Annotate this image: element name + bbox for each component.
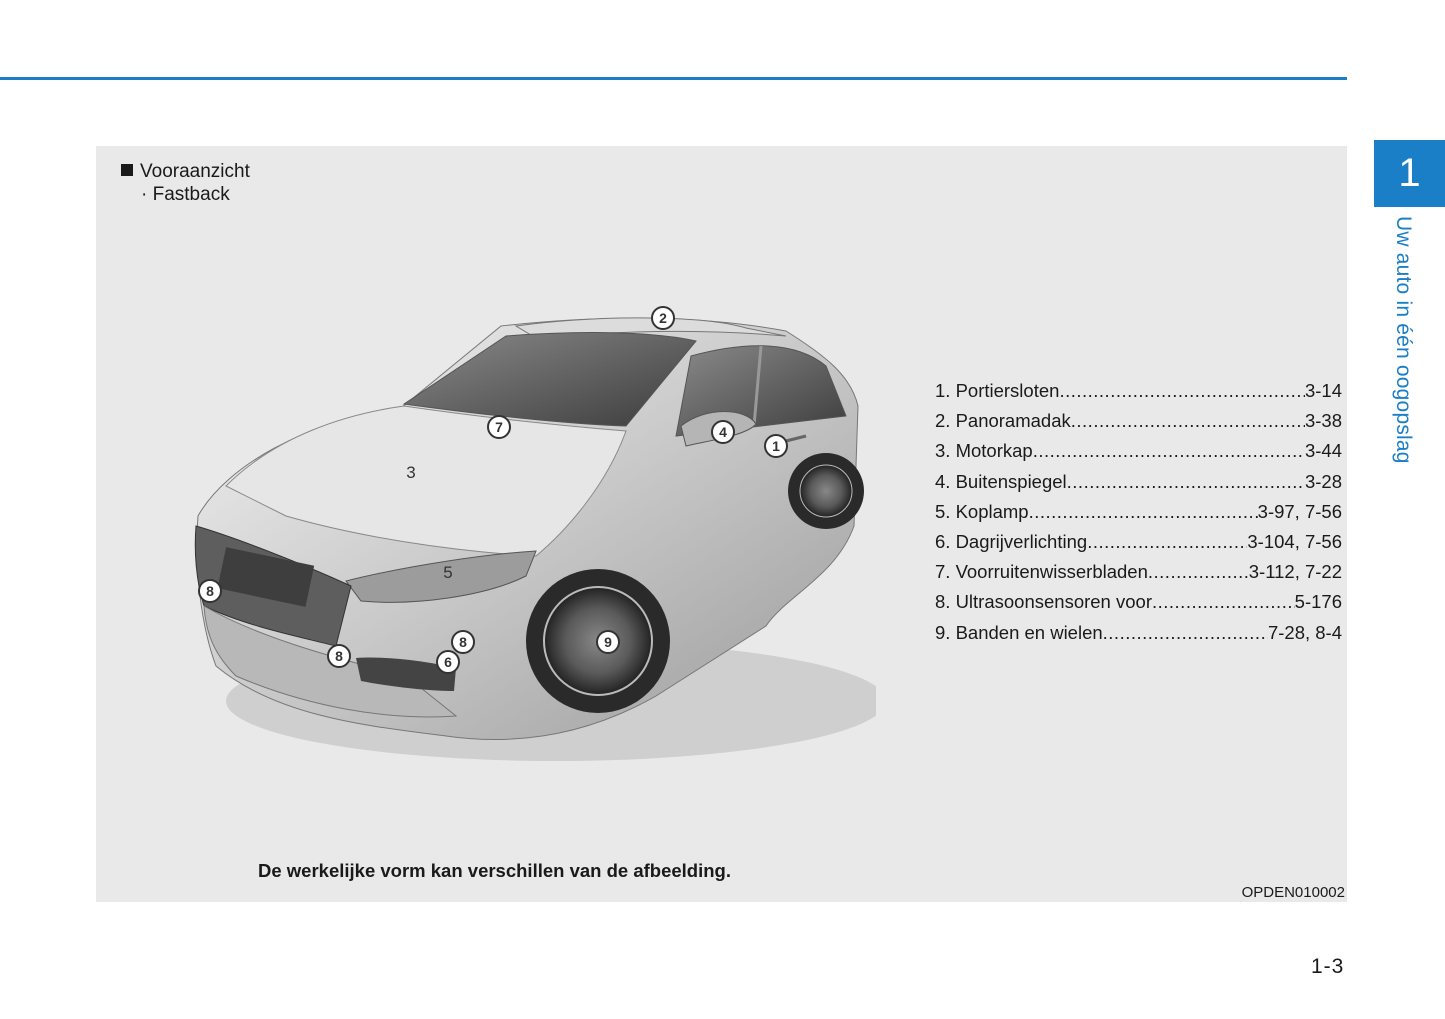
svg-text:8: 8 xyxy=(459,634,467,650)
caption-main: Vooraanzicht xyxy=(140,161,250,182)
rear-rim xyxy=(800,465,852,517)
callout-1 xyxy=(765,435,787,457)
callout-9 xyxy=(597,631,619,653)
bullet-square-icon xyxy=(121,164,133,176)
legend-item: 8. Ultrasoonsensoren voor ..... 5-176 xyxy=(935,591,1342,621)
figure-panel xyxy=(96,146,1347,902)
svg-text:2: 2 xyxy=(659,310,667,326)
disclaimer-text: De werkelijke vorm kan verschillen van de afbeelding. xyxy=(258,860,731,881)
svg-text:3: 3 xyxy=(406,463,416,482)
callout-3 xyxy=(406,463,415,482)
chapter-number: 1 xyxy=(1398,151,1421,195)
callout-5 xyxy=(443,563,452,582)
svg-text:6: 6 xyxy=(444,654,452,670)
svg-text:7: 7 xyxy=(495,419,503,435)
figure-caption xyxy=(121,160,250,206)
legend-item: 2. Panoramadak ..... 3-38 xyxy=(935,410,1342,440)
chapter-title: Uw auto in één oogopslag xyxy=(1392,216,1415,464)
parts-legend xyxy=(935,380,1342,652)
callout-2 xyxy=(652,307,674,329)
callout-7 xyxy=(488,416,510,438)
legend-item: 4. Buitenspiegel ..... 3-28 xyxy=(935,471,1342,501)
svg-text:4: 4 xyxy=(719,424,727,440)
figure-code: OPDEN010002 xyxy=(1241,884,1345,901)
page-number: 1-3 xyxy=(1311,955,1345,978)
callout-6 xyxy=(437,651,459,673)
svg-text:8: 8 xyxy=(206,583,214,599)
legend-item: 1. Portiersloten ..... 3-14 xyxy=(935,380,1342,410)
legend-item: 7. Voorruitenwisserbladen ..... 3-112, 7-22 xyxy=(935,561,1342,591)
legend-item: 6. Dagrijverlichting ..... 3-104, 7-56 xyxy=(935,531,1342,561)
callout-8-left xyxy=(199,580,221,602)
callout-8-center xyxy=(328,645,350,667)
svg-text:8: 8 xyxy=(335,648,343,664)
legend-item: 5. Koplamp ..... 3-97, 7-56 xyxy=(935,501,1342,531)
callout-8-right xyxy=(452,631,474,653)
legend-item: 3. Motorkap ..... 3-44 xyxy=(935,440,1342,470)
header-rule xyxy=(0,77,1347,80)
svg-text:9: 9 xyxy=(604,634,612,650)
caption-sub: · Fastback xyxy=(141,184,230,205)
svg-text:1: 1 xyxy=(772,438,780,454)
car-illustration xyxy=(186,296,876,776)
svg-text:5: 5 xyxy=(443,563,453,582)
callout-4 xyxy=(712,421,734,443)
legend-item: 9. Banden en wielen ..... 7-28, 8-4 xyxy=(935,622,1342,652)
chapter-number-tab[interactable] xyxy=(1374,140,1445,207)
